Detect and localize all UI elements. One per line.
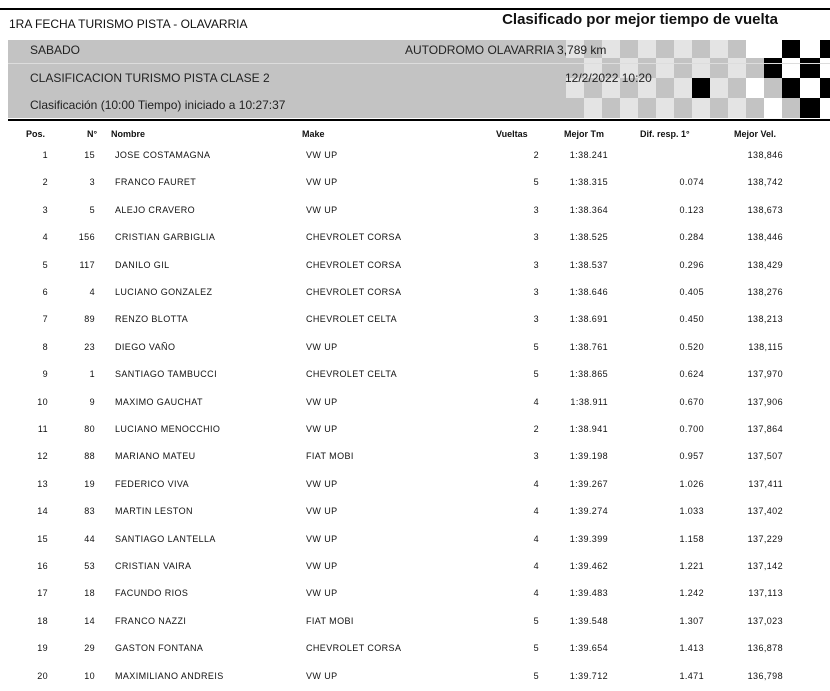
row-speed: 138,846: [747, 150, 783, 160]
row-speed: 136,878: [747, 643, 783, 654]
col-laps: Vueltas: [496, 129, 528, 139]
row-laps: 5: [533, 615, 539, 626]
row-make: VW UP: [306, 561, 338, 571]
row-laps: 4: [533, 533, 539, 544]
row-name: FEDERICO VIVA: [115, 478, 190, 489]
row-laps: 5: [533, 341, 539, 352]
row-diff: 1.221: [679, 561, 704, 571]
row-best: 1:39.274: [569, 506, 608, 517]
row-make: VW UP: [306, 341, 338, 352]
row-diff: 0.624: [679, 369, 704, 380]
row-num: 1: [89, 369, 95, 380]
row-diff: 1.158: [679, 533, 704, 544]
row-best: 1:38.865: [569, 369, 608, 380]
row-diff: 1.413: [679, 643, 704, 654]
row-pos: 18: [37, 615, 48, 626]
row-num: 19: [84, 478, 95, 489]
row-num: 4: [89, 287, 95, 297]
row-best: 1:38.911: [570, 396, 608, 407]
row-make: CHEVROLET CELTA: [306, 314, 398, 325]
row-diff: 0.670: [679, 396, 704, 407]
row-best: 1:38.646: [569, 287, 608, 297]
row-num: 3: [89, 177, 95, 188]
row-diff: 0.074: [679, 177, 704, 188]
row-name: ALEJO CRAVERO: [115, 204, 196, 215]
row-pos: 13: [37, 478, 48, 489]
row-laps: 3: [533, 259, 539, 270]
row-name: CRISTIAN GARBIGLIA: [115, 232, 216, 243]
row-laps: 4: [533, 478, 539, 489]
row-make: VW UP: [306, 588, 338, 599]
row-make: VW UP: [306, 150, 338, 160]
row-num: 18: [84, 588, 95, 599]
session-status: Clasificación (10:00 Tiempo) iniciado a 10:27:37: [30, 98, 286, 112]
band-divider: [8, 63, 830, 64]
row-laps: 5: [533, 177, 539, 188]
row-pos: 12: [37, 451, 48, 462]
row-pos: 14: [37, 506, 48, 517]
table-row: [0, 606, 830, 633]
row-best: 1:39.654: [569, 643, 608, 654]
row-speed: 138,673: [747, 204, 783, 215]
col-make: Make: [302, 129, 325, 139]
row-pos: 15: [37, 533, 48, 544]
row-best: 1:38.941: [569, 424, 608, 434]
row-name: DIEGO VAÑO: [115, 341, 176, 352]
row-diff: 0.450: [679, 314, 704, 325]
row-best: 1:39.267: [569, 478, 608, 489]
row-laps: 3: [533, 232, 539, 243]
row-num: 9: [89, 396, 95, 407]
row-best: 1:38.241: [569, 150, 608, 160]
row-pos: 10: [37, 396, 48, 407]
row-speed: 138,276: [747, 287, 783, 297]
row-best: 1:38.315: [569, 177, 608, 188]
row-pos: 3: [42, 204, 48, 215]
row-name: FACUNDO RIOS: [115, 588, 189, 599]
row-laps: 4: [533, 588, 539, 599]
row-pos: 7: [42, 314, 48, 325]
row-make: VW UP: [306, 177, 338, 188]
row-speed: 138,115: [748, 341, 783, 352]
row-name: GASTON FONTANA: [115, 643, 204, 654]
report-title: Clasificado por mejor tiempo de vuelta: [502, 11, 778, 28]
row-pos: 11: [37, 424, 48, 434]
row-make: VW UP: [306, 478, 338, 489]
table-row: [0, 222, 830, 249]
table-row: [0, 332, 830, 359]
row-num: 117: [79, 259, 95, 270]
row-name: LUCIANO GONZALEZ: [115, 287, 213, 297]
row-laps: 3: [533, 314, 539, 325]
row-best: 1:39.548: [569, 615, 608, 626]
row-diff: 1.471: [679, 670, 704, 681]
row-make: FIAT MOBI: [306, 451, 354, 462]
row-make: VW UP: [306, 670, 338, 681]
row-best: 1:39.712: [569, 670, 608, 681]
row-laps: 5: [533, 643, 539, 654]
row-name: RENZO BLOTTA: [115, 314, 189, 325]
row-diff: 0.405: [679, 287, 704, 297]
col-pos: Pos.: [26, 129, 46, 139]
row-num: 5: [89, 204, 95, 215]
col-diff: Dif. resp. 1°: [640, 129, 690, 139]
row-speed: 137,507: [747, 451, 783, 462]
report-header: [0, 8, 830, 36]
table-row: [0, 551, 830, 578]
row-laps: 4: [533, 506, 539, 517]
row-laps: 5: [533, 670, 539, 681]
row-pos: 6: [42, 287, 48, 297]
col-name: Nombre: [111, 129, 146, 139]
col-num: N°: [87, 129, 98, 139]
row-best: 1:39.198: [569, 451, 608, 462]
row-make: VW UP: [306, 506, 338, 517]
row-name: FRANCO NAZZI: [115, 615, 187, 626]
col-best: Mejor Tm: [564, 129, 605, 139]
row-pos: 16: [37, 561, 48, 571]
row-diff: 0.284: [679, 232, 704, 243]
row-num: 80: [84, 424, 95, 434]
row-laps: 4: [533, 561, 539, 571]
row-diff: 1.307: [679, 615, 704, 626]
event-title: 1RA FECHA TURISMO PISTA - OLAVARRIA: [9, 17, 248, 31]
row-num: 44: [84, 533, 95, 544]
row-diff: 0.700: [679, 424, 704, 434]
row-num: 23: [84, 341, 95, 352]
row-diff: 0.296: [679, 259, 704, 270]
row-name: MAXIMILIANO ANDREIS: [115, 670, 224, 681]
row-make: CHEVROLET CORSA: [306, 232, 402, 243]
table-row: [0, 250, 830, 277]
table-row: [0, 441, 830, 468]
row-best: 1:39.399: [569, 533, 608, 544]
row-diff: 0.957: [679, 451, 704, 462]
col-speed: Mejor Vel.: [734, 129, 777, 139]
table-row: [0, 359, 830, 386]
row-make: CHEVROLET CORSA: [306, 287, 402, 297]
row-num: 29: [84, 643, 95, 654]
row-speed: 137,906: [747, 396, 783, 407]
row-num: 156: [78, 232, 95, 243]
table-row: [0, 195, 830, 222]
table-row: [0, 387, 830, 414]
row-speed: 137,229: [747, 533, 783, 544]
table-row: [0, 578, 830, 605]
row-name: FRANCO FAURET: [115, 177, 197, 188]
row-laps: 2: [533, 150, 539, 160]
row-speed: 138,446: [747, 232, 783, 243]
row-diff: 0.520: [679, 341, 704, 352]
row-pos: 5: [42, 259, 48, 270]
row-speed: 137,402: [747, 506, 783, 517]
row-best: 1:38.364: [569, 204, 608, 215]
row-pos: 8: [42, 341, 48, 352]
row-best: 1:38.537: [569, 259, 608, 270]
row-num: 83: [84, 506, 95, 517]
table-row: [0, 167, 830, 194]
header-rule: [8, 119, 830, 121]
row-best: 1:38.525: [569, 232, 608, 243]
row-num: 89: [84, 314, 95, 325]
row-make: FIAT MOBI: [306, 615, 354, 626]
row-best: 1:39.462: [569, 561, 608, 571]
session-day: SABADO: [30, 43, 81, 57]
row-pos: 19: [37, 643, 48, 654]
row-name: MAXIMO GAUCHAT: [115, 396, 203, 407]
row-name: CRISTIAN VAIRA: [115, 561, 192, 571]
circuit-name: AUTODROMO OLAVARRIA 3,789 km: [405, 43, 607, 57]
row-best: 1:38.691: [569, 314, 608, 325]
table-row: [0, 496, 830, 523]
row-laps: 4: [533, 396, 539, 407]
table-row: [0, 469, 830, 496]
table-row: [0, 661, 830, 688]
row-make: VW UP: [306, 424, 338, 434]
row-make: VW UP: [306, 533, 338, 544]
row-num: 88: [84, 451, 95, 462]
row-name: JOSE COSTAMAGNA: [115, 150, 211, 160]
row-laps: 3: [533, 287, 539, 297]
row-speed: 137,970: [747, 369, 783, 380]
table-row: [0, 524, 830, 551]
row-make: CHEVROLET CORSA: [306, 259, 402, 270]
row-diff: 1.242: [679, 588, 704, 599]
row-pos: 9: [42, 369, 48, 380]
row-speed: 137,142: [747, 561, 783, 571]
row-laps: 5: [533, 369, 539, 380]
row-name: SANTIAGO LANTELLA: [115, 533, 216, 544]
row-name: LUCIANO MENOCCHIO: [115, 424, 221, 434]
row-speed: 137,023: [747, 615, 783, 626]
table-row: [0, 414, 830, 441]
row-diff: 1.033: [679, 506, 704, 517]
row-best: 1:38.761: [569, 341, 608, 352]
row-speed: 136,798: [747, 670, 783, 681]
row-speed: 138,213: [747, 314, 783, 325]
row-speed: 137,113: [748, 588, 783, 599]
session-datetime: 12/2/2022 10:20: [565, 71, 652, 85]
table-row: [0, 277, 830, 304]
table-row: [0, 140, 830, 167]
row-num: 15: [84, 150, 95, 160]
row-pos: 17: [37, 588, 48, 599]
row-laps: 3: [533, 204, 539, 215]
session-category: CLASIFICACION TURISMO PISTA CLASE 2: [30, 71, 270, 85]
row-make: CHEVROLET CORSA: [306, 643, 402, 654]
row-pos: 4: [42, 232, 48, 243]
row-num: 10: [84, 670, 95, 681]
row-pos: 2: [42, 177, 48, 188]
row-speed: 137,864: [747, 424, 783, 434]
row-make: VW UP: [306, 204, 338, 215]
table-row: [0, 304, 830, 331]
row-speed: 138,429: [747, 259, 783, 270]
row-name: DANILO GIL: [115, 259, 170, 270]
session-info-band: [8, 40, 830, 118]
row-pos: 1: [42, 150, 48, 160]
row-laps: 2: [533, 424, 539, 434]
table-row: [0, 633, 830, 660]
row-name: MARTIN LESTON: [115, 506, 193, 517]
row-pos: 20: [37, 670, 48, 681]
row-name: MARIANO MATEU: [115, 451, 196, 462]
row-diff: 1.026: [679, 478, 704, 489]
row-laps: 3: [533, 451, 539, 462]
row-name: SANTIAGO TAMBUCCI: [115, 369, 217, 380]
row-best: 1:39.483: [569, 588, 608, 599]
row-speed: 137,411: [748, 478, 783, 489]
row-speed: 138,742: [747, 177, 783, 188]
row-diff: 0.123: [679, 204, 704, 215]
row-make: VW UP: [306, 396, 338, 407]
row-make: CHEVROLET CELTA: [306, 369, 398, 380]
row-num: 53: [84, 561, 95, 571]
row-num: 14: [84, 615, 95, 626]
